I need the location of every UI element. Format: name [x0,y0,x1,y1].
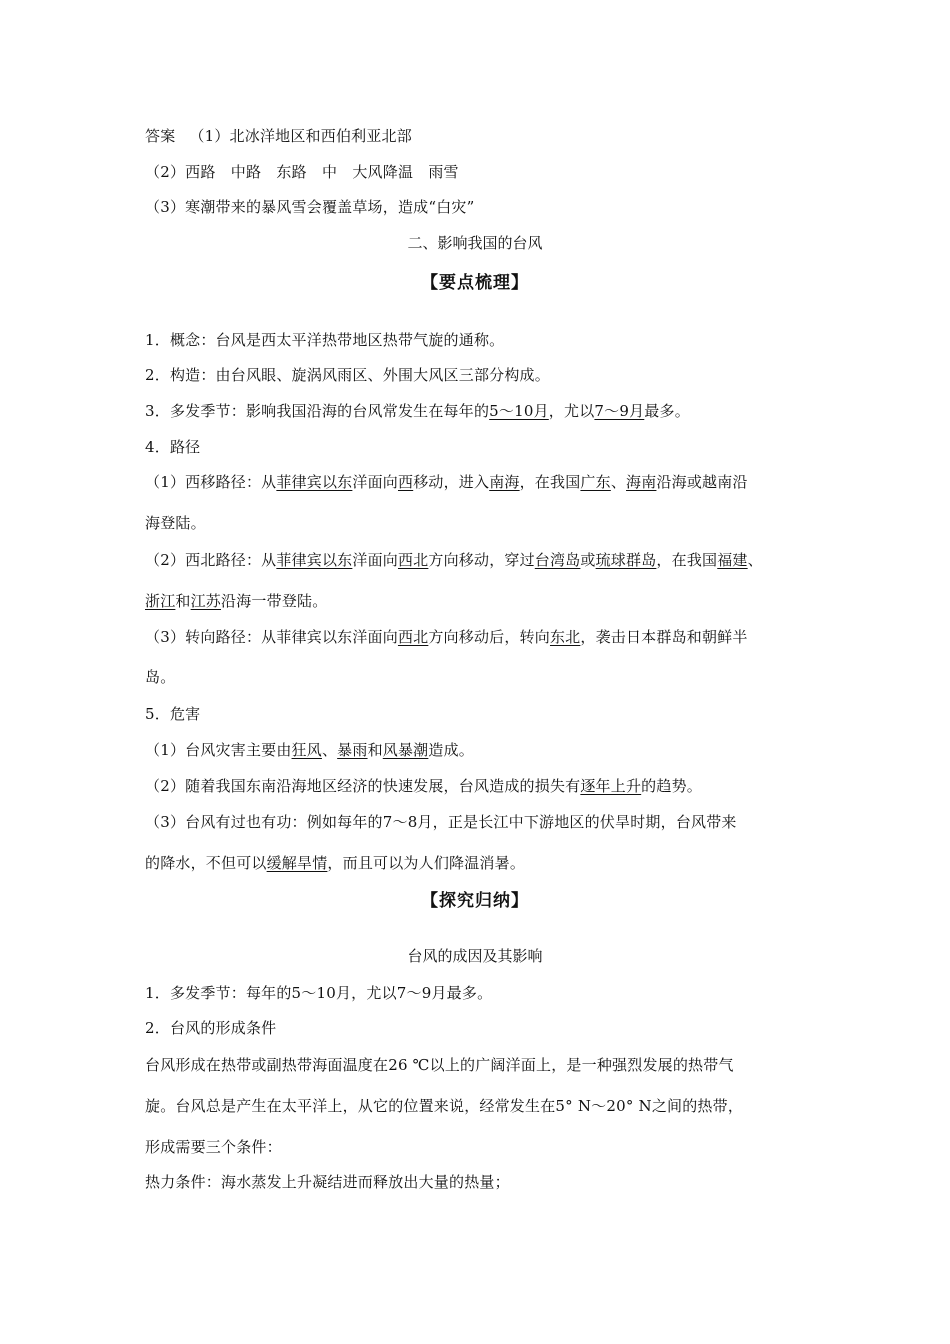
answer-line-2: （2）西路 中路 东路 中 大风降温 雨雪 [145,163,459,181]
inquiry-line-5: 形成需要三个条件： [145,1138,282,1156]
inquiry-line-4: 旋。台风总是产生在太平洋上，从它的位置来说，经常发生在5° N～20° N之间的热带， [145,1097,744,1115]
key-points-heading: 【要点梳理】 [421,273,529,293]
blank-answer: 7～9月 [594,402,645,420]
section-title: 二、影响我国的台风 [407,234,543,252]
path-northwest-line-1: （2）西北路径：从菲律宾以东洋面向西北方向移动，穿过台湾岛或琉球群岛，在我国福建、 [145,551,763,569]
blank-answer: 风暴潮 [382,741,429,759]
blank-answer: 逐年上升 [580,777,642,795]
inquiry-line-6: 热力条件：海水蒸发上升凝结进而释放出大量的热量； [145,1173,510,1191]
blank-answer: 南海 [489,473,520,491]
inquiry-line-3: 台风形成在热带或副热带海面温度在26 ℃以上的广阔洋面上，是一种强烈发展的热带气 [145,1056,734,1074]
path-northwest-line-2: 浙江和江苏沿海一带登陆。 [145,592,328,610]
blank-answer: 海南 [626,473,657,491]
hazard-trend: （2）随着我国东南沿海地区经济的快速发展，台风造成的损失有逐年上升的趋势。 [145,777,702,795]
blank-answer: 西 [397,473,414,491]
blank-answer: 江苏 [190,592,222,610]
blank-answer: 缓解旱情 [266,854,328,872]
blank-answer: 暴雨 [337,741,368,759]
path-west-line-2: 海登陆。 [145,514,206,532]
hazard-benefit-line-1: （3）台风有过也有功：例如每年的7～8月，正是长江中下游地区的伏旱时期，台风带来 [145,813,737,831]
key-point-concept: 1．概念：台风是西太平洋热带地区热带气旋的通称。 [145,331,505,349]
blank-answer: 广东 [580,473,611,491]
blank-answer: 浙江 [145,592,176,610]
blank-answer: 菲律宾以东 [276,473,353,491]
hazard-benefit-line-2: 的降水，不但可以缓解旱情，而且可以为人们降温消暑。 [145,854,526,872]
key-point-path: 4．路径 [145,438,201,456]
answer-line-3: （3）寒潮带来的暴风雪会覆盖草场，造成“白灾” [145,198,475,216]
inquiry-heading: 【探究归纳】 [421,891,529,911]
answer-item-1: （1）北冰洋地区和西伯利亚北部 [189,127,412,145]
blank-answer: 西北 [397,628,429,646]
inquiry-subtitle: 台风的成因及其影响 [407,947,543,965]
blank-answer: 东北 [549,628,581,646]
blank-answer: 狂风 [291,741,322,759]
hazard-cause: （1）台风灾害主要由狂风、暴雨和风暴潮造成。 [145,741,474,759]
blank-answer: 菲律宾以东 [276,551,353,569]
path-west-line-1: （1）西移路径：从菲律宾以东洋面向西移动，进入南海，在我国广东、海南沿海或越南沿 [145,473,748,491]
key-point-hazard: 5．危害 [145,705,201,723]
key-point-structure: 2．构造：由台风眼、旋涡风雨区、外围大风区三部分构成。 [145,366,550,384]
blank-answer: 福建 [717,551,748,569]
blank-answer: 台湾岛 [534,551,581,569]
blank-answer: 西北 [397,551,429,569]
answer-label: 答案 [145,127,176,145]
answer-line-1 [145,126,412,146]
path-turning-line-2: 岛。 [145,668,176,686]
inquiry-line-2: 2．台风的形成条件 [145,1019,277,1037]
path-turning-line-1: （3）转向路径：从菲律宾以东洋面向西北方向移动后，转向东北，袭击日本群岛和朝鲜半 [145,628,748,646]
blank-answer: 琉球群岛 [595,551,657,569]
key-point-season: 3．多发季节：影响我国沿海的台风常发生在每年的5～10月，尤以7～9月最多。 [145,402,690,420]
blank-answer: 5～10月 [489,402,549,420]
inquiry-line-1: 1．多发季节：每年的5～10月，尤以7～9月最多。 [145,984,493,1002]
